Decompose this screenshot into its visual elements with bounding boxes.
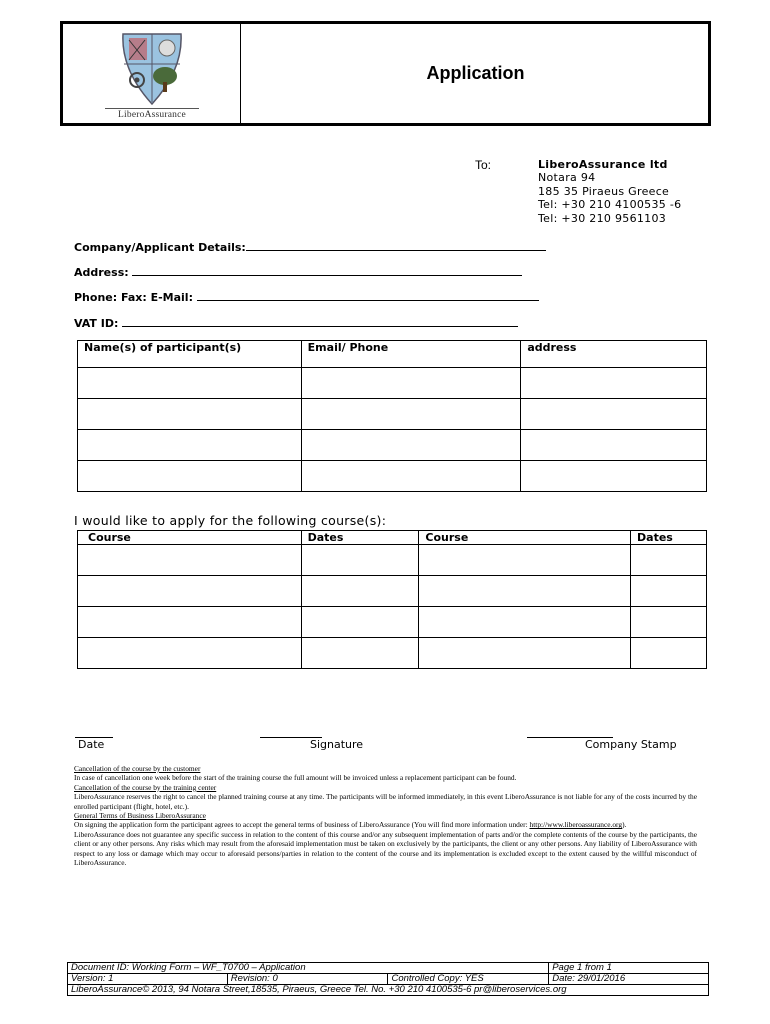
table-cell[interactable] — [301, 430, 521, 461]
terms-general-end: ). — [622, 820, 627, 830]
table-cell[interactable] — [301, 461, 521, 492]
document-header — [60, 21, 711, 126]
table-cell[interactable] — [419, 576, 631, 607]
courses-header-dates-2: Dates — [631, 531, 707, 545]
participants-header-address: address — [521, 341, 707, 368]
table-cell[interactable] — [521, 368, 707, 399]
courses-header-dates-1: Dates — [301, 531, 419, 545]
courses-header-course-1: Course — [78, 531, 302, 545]
courses-table — [77, 530, 707, 669]
table-cell[interactable] — [78, 576, 302, 607]
terms-heading-center-cancellation: Cancellation of the course by the training center — [74, 782, 217, 792]
table-row — [78, 576, 707, 607]
participants-header-row — [78, 341, 707, 368]
table-cell[interactable] — [521, 461, 707, 492]
table-cell[interactable] — [78, 638, 302, 669]
table-cell[interactable] — [301, 607, 419, 638]
footer-row — [68, 974, 709, 985]
table-row — [78, 430, 707, 461]
recipient-tel-2: Tel: +30 210 9561103 — [538, 211, 667, 225]
footer-version: Version: 1 — [68, 974, 228, 985]
page-title: Application — [426, 63, 525, 83]
vat-input-line[interactable] — [122, 316, 518, 327]
table-row — [78, 399, 707, 430]
footer-controlled: Controlled Copy: YES — [388, 974, 549, 985]
phone-input-line[interactable] — [197, 290, 539, 301]
table-cell[interactable] — [419, 607, 631, 638]
phone-label: Phone: Fax: E-Mail: — [74, 291, 193, 304]
table-cell[interactable] — [631, 545, 707, 576]
terms-heading-general: General Terms of Business LiberoAssurance — [74, 811, 206, 821]
address-field — [74, 265, 522, 279]
table-cell[interactable] — [78, 545, 302, 576]
table-cell[interactable] — [631, 607, 707, 638]
participants-header-email: Email/ Phone — [301, 341, 521, 368]
participants-header-name: Name(s) of participant(s) — [78, 341, 302, 368]
date-label: Date — [78, 738, 105, 751]
courses-header-course-2: Course — [419, 531, 631, 545]
table-cell[interactable] — [78, 607, 302, 638]
terms-paragraph: LiberoAssurance reserves the right to cancel the planned training course at any time. The participants will be informed immediately, in this event LiberoAssurance is not liable for any of the costs incurred by the enrolled participant (flight, hotel, etc.). — [74, 792, 697, 811]
terms-paragraph: LiberoAssurance does not guarantee any specific success in relation to the content of this course and/or any subsequent implementation of parts and/or the complete contents of the course by the participants, the client or any other persons. Any risks which may result from the aforesaid implementation must be taken on exclusively by the participants, the client or any other persons. Any liability of LiberoAssurance with respect to any loss or damage which may occur to aforesaid persons/parties in relation to the content of the course and its implementation is excluded except to the extent caused by the willful misconduct of LiberoAssurance. — [74, 829, 697, 868]
table-cell[interactable] — [301, 545, 419, 576]
table-cell[interactable] — [521, 399, 707, 430]
table-cell[interactable] — [78, 461, 302, 492]
recipient-tel-1: Tel: +30 210 4100535 -6 — [538, 198, 682, 212]
table-row — [78, 545, 707, 576]
footer-revision: Revision: 0 — [227, 974, 388, 985]
recipient-city: 185 35 Piraeus Greece — [538, 184, 670, 198]
website-link[interactable]: http://www.liberoassurance.org — [529, 820, 623, 830]
footer-date: Date: 29/01/2016 — [549, 974, 709, 985]
address-input-line[interactable] — [132, 265, 522, 276]
table-cell[interactable] — [301, 576, 419, 607]
vat-field — [74, 316, 518, 330]
footer-row — [68, 985, 709, 996]
table-cell[interactable] — [631, 638, 707, 669]
footer-doc-id: Document ID: Working Form – WF_T0700 – Application — [68, 963, 549, 974]
courses-header-row — [78, 531, 707, 545]
recipient-address — [538, 158, 681, 225]
document-footer — [67, 962, 709, 996]
company-field — [74, 240, 546, 254]
logo-wordmark: LiberoAssurance — [105, 108, 199, 120]
table-cell[interactable] — [419, 545, 631, 576]
table-cell[interactable] — [301, 368, 521, 399]
terms-paragraph: In case of cancellation one week before the start of the training course the full amount will be invoiced unless a replacement participant can be found. — [74, 773, 517, 783]
table-row — [78, 368, 707, 399]
recipient-company: LiberoAssurance ltd — [538, 158, 668, 171]
table-row — [78, 638, 707, 669]
table-cell[interactable] — [521, 430, 707, 461]
footer-copyright: LiberoAssurance© 2013, 94 Notara Street,18535, Piraeus, Greece Tel. No. +30 210 4100535-6 pr@liberoservices.org — [68, 985, 709, 996]
company-input-line[interactable] — [246, 240, 546, 251]
table-cell[interactable] — [78, 399, 302, 430]
table-cell[interactable] — [301, 638, 419, 669]
terms-general-text: On signing the application form the participant agrees to accept the general terms of business of LiberoAssurance (You will find more information under: — [74, 820, 528, 830]
table-cell[interactable] — [631, 576, 707, 607]
table-cell[interactable] — [78, 368, 302, 399]
table-cell[interactable] — [301, 399, 521, 430]
address-label: Address: — [74, 266, 129, 279]
phone-field — [74, 290, 539, 304]
table-cell[interactable] — [78, 430, 302, 461]
apply-heading: I would like to apply for the following course(s): — [74, 513, 387, 528]
table-row — [78, 607, 707, 638]
terms-paragraph — [74, 820, 697, 829]
footer-row — [68, 963, 709, 974]
vat-label: VAT ID: — [74, 317, 119, 330]
logo-cell — [63, 24, 241, 123]
recipient-street: Notara 94 — [538, 171, 596, 185]
to-label: To: — [475, 158, 492, 172]
company-label: Company/Applicant Details: — [74, 241, 246, 254]
table-cell[interactable] — [419, 638, 631, 669]
participants-table — [77, 340, 707, 492]
signature-label: Signature — [310, 738, 364, 751]
footer-page: Page 1 from 1 — [549, 963, 709, 974]
terms-section — [74, 764, 697, 867]
table-row — [78, 461, 707, 492]
terms-heading-customer-cancellation: Cancellation of the course by the customer — [74, 764, 201, 773]
company-stamp-label: Company Stamp — [585, 738, 677, 751]
shield-logo-icon — [115, 30, 189, 108]
